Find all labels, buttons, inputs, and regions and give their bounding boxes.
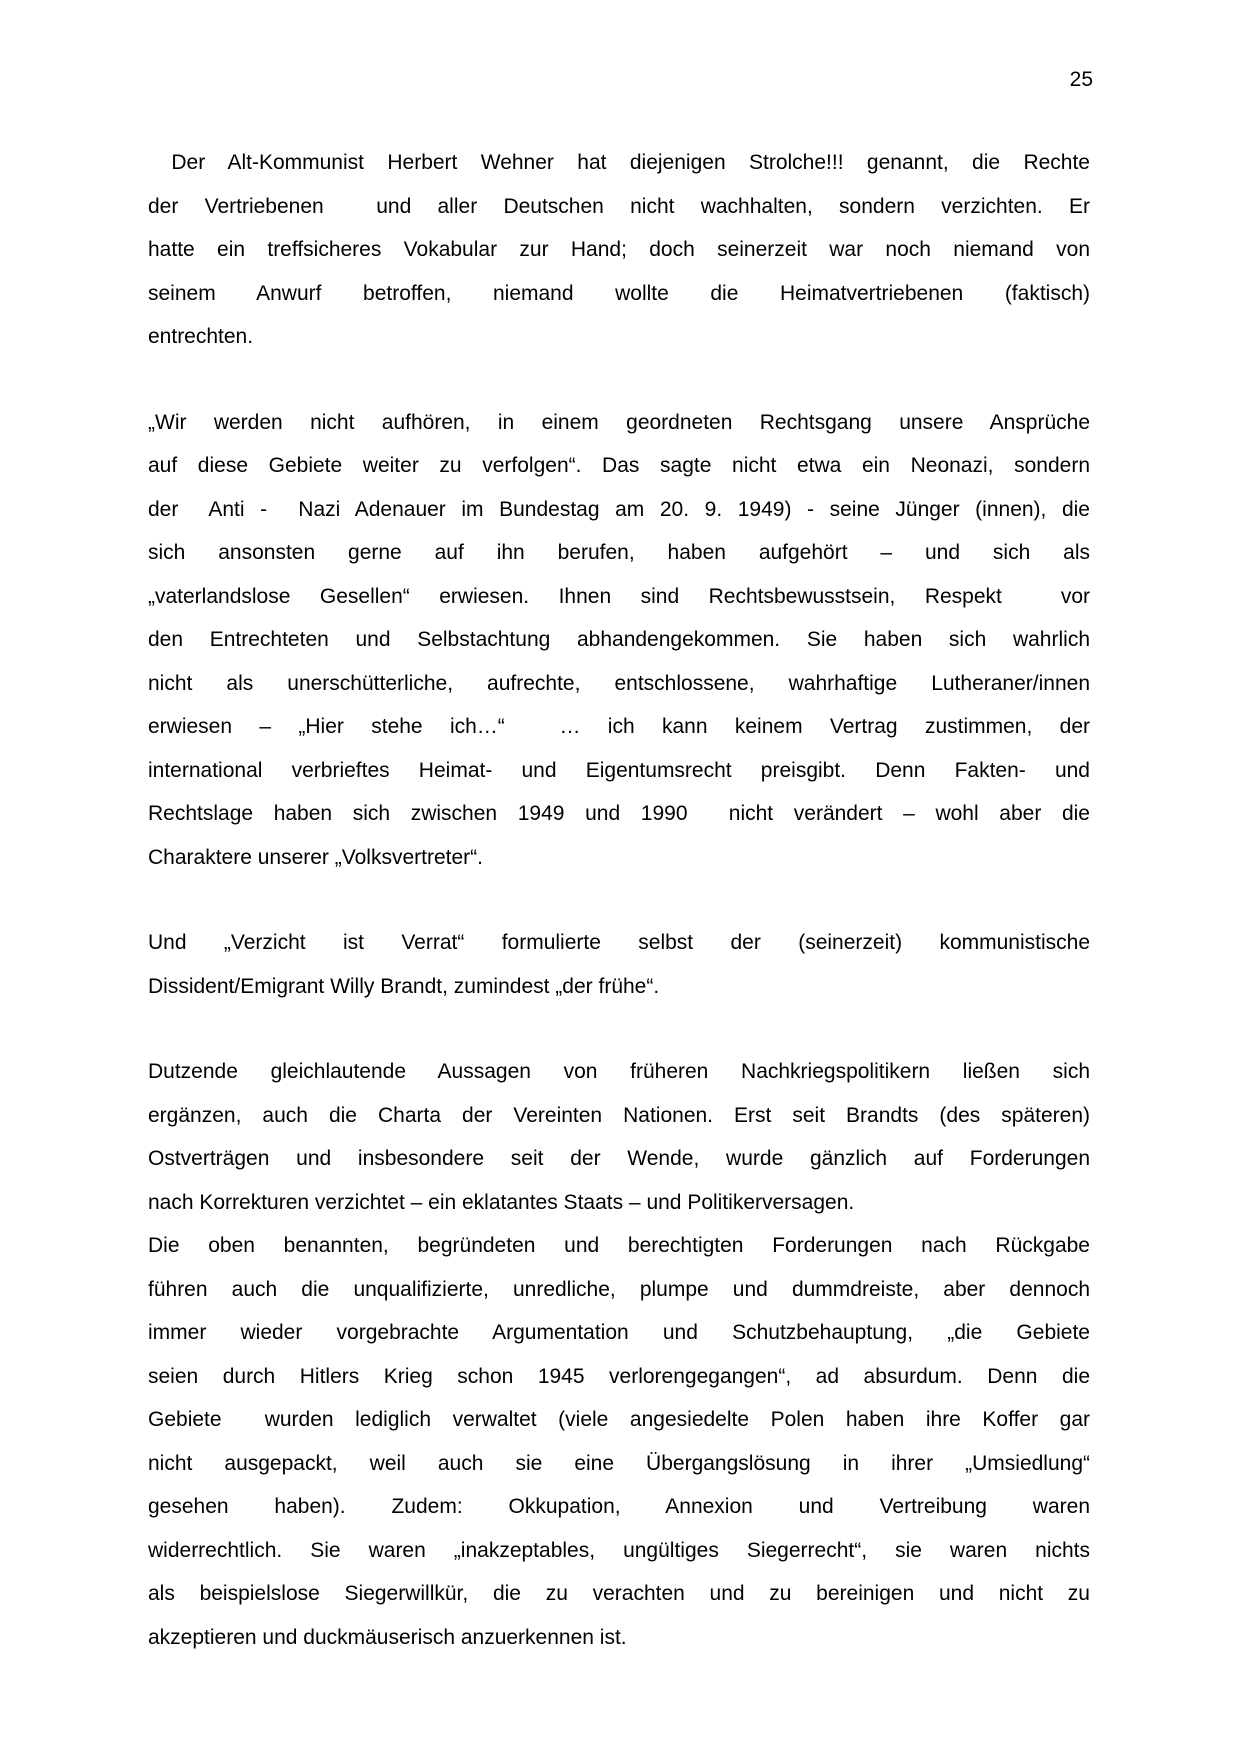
text-line: Charaktere unserer „Volksvertreter“. <box>148 845 483 869</box>
text-line: Gebiete wurden lediglich verwaltet (viele angesiedelte Polen haben ihre Koffer gar <box>148 1408 1090 1431</box>
text-line: nicht ausgepackt, weil auch sie eine Übergangslösung in ihrer „Umsiedlung“ <box>148 1451 1090 1475</box>
text-line: akzeptieren und duckmäuserisch anzuerkennen ist. <box>148 1625 627 1649</box>
text-line: entrechten. <box>148 325 254 348</box>
text-line: Dutzende gleichlautende Aussagen von früheren Nachkriegspolitikern ließen sich <box>148 1060 1090 1083</box>
text-line: Und „Verzicht ist Verrat“ formulierte selbst der (seinerzeit) kommunistische <box>148 931 1090 954</box>
text-line: nach Korrekturen verzichtet – ein eklatantes Staats – und Politikerversagen. <box>148 1190 855 1214</box>
text-line: nicht als unerschütterliche, aufrechte, entschlossene, wahrhaftige Lutheraner/innen <box>148 671 1090 695</box>
text-line: ergänzen, auch die Charta der Vereinten Nationen. Erst seit Brandts (des späteren) <box>148 1103 1090 1127</box>
paragraph <box>148 1224 1090 1659</box>
text-line: Der Alt-Kommunist Herbert Wehner hat diejenigen Strolche!!! genannt, die Rechte <box>148 151 1090 174</box>
text-line: Rechtslage haben sich zwischen 1949 und 1990 nicht verändert – wohl aber die <box>148 802 1090 825</box>
text-line: international verbrieftes Heimat- und Eigentumsrecht preisgibt. Denn Fakten- und <box>148 758 1090 782</box>
text-line: Dissident/Emigrant Willy Brandt, zumindest „der frühe“. <box>148 974 660 998</box>
text-line: sich ansonsten gerne auf ihn berufen, haben aufgehört – und sich als <box>148 541 1090 564</box>
text-line: Die oben benannten, begründeten und berechtigten Forderungen nach Rückgabe <box>148 1234 1090 1257</box>
text-line: „Wir werden nicht aufhören, in einem geordneten Rechtsgang unsere Ansprüche <box>148 410 1090 434</box>
text-line: führen auch die unqualifizierte, unredliche, plumpe und dummdreiste, aber dennoch <box>148 1277 1090 1301</box>
text-line: hatte ein treffsicheres Vokabular zur Hand; doch seinerzeit war noch niemand von <box>148 238 1090 261</box>
text-line: den Entrechteten und Selbstachtung abhandengekommen. Sie haben sich wahrlich <box>148 628 1090 651</box>
text-line: widerrechtlich. Sie waren „inakzeptables, ungültiges Siegerrecht“, sie waren nichts <box>148 1538 1090 1562</box>
text-line: „vaterlandslose Gesellen“ erwiesen. Ihnen sind Rechtsbewusstsein, Respekt vor <box>148 584 1090 608</box>
paragraph <box>148 1050 1090 1224</box>
text-line: auf diese Gebiete weiter zu verfolgen“. Das sagte nicht etwa ein Neonazi, sondern <box>148 454 1090 477</box>
text-line: seinem Anwurf betroffen, niemand wollte die Heimatvertriebenen (faktisch) <box>148 281 1090 305</box>
paragraph <box>148 401 1090 880</box>
paragraph <box>148 921 1090 1008</box>
paragraph <box>148 141 1090 359</box>
text-line: als beispielslose Siegerwillkür, die zu verachten und zu bereinigen und nicht zu <box>148 1582 1090 1605</box>
page-number: 25 <box>1069 68 1093 91</box>
text-line: der Anti - Nazi Adenauer im Bundestag am 20. 9. 1949) - seine Jünger (innen), die <box>148 497 1090 521</box>
text-line: der Vertriebenen und aller Deutschen nicht wachhalten, sondern verzichten. Er <box>148 194 1090 218</box>
text-line: seien durch Hitlers Krieg schon 1945 verlorengegangen“, ad absurdum. Denn die <box>148 1364 1090 1388</box>
text-line: Ostverträgen und insbesondere seit der Wende, wurde gänzlich auf Forderungen <box>148 1147 1090 1170</box>
text-line: gesehen haben). Zudem: Okkupation, Annexion und Vertreibung waren <box>148 1495 1090 1518</box>
text-line: immer wieder vorgebrachte Argumentation und Schutzbehauptung, „die Gebiete <box>148 1321 1090 1344</box>
document-body <box>148 141 1090 1659</box>
text-line: erwiesen – „Hier stehe ich…“ … ich kann keinem Vertrag zustimmen, der <box>148 715 1090 738</box>
